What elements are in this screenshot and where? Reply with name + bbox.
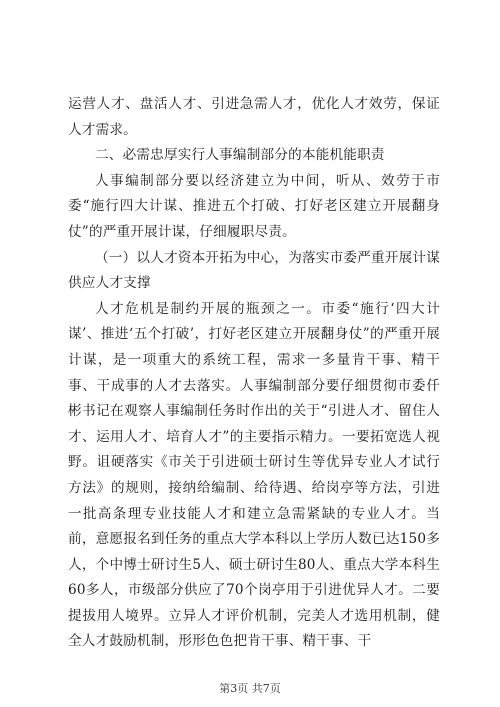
paragraph: 人才危机是制约开展的瓶颈之一。市委“施行‘四大计谋’、推进‘五个打破’，打好老区建立开展翻身仗”的严重开展计谋，是一项重大的系统工程，需求一多量肯干事、精干事、干成事的人才去落实。人事编制部分要仔细贯彻市委仟彬书记在观察人事编制任务时作出的关于“引进人才、留住人才、运用人才、培育人才”的主要指示精力。一要拓宽选人视野。诅硬落实《市关于引进硕士研讨生等优异专业人才试行方法》的规则，接纳给编制、给待遇、给岗亭等方法，引进一批高条理专业技能人才和建立急需紧缺的专业人才。当前，意愿报名到任务的重点大学本科以上学历人数已达150多人，个中博士研讨生5人、硕士研讨生80人、重点大学本科生60多人，市级部分供应了70个岗亭用于引进优异人才。二要提拔用人境界。立异人才评价机制，完美人才选用机制，健全人才鼓励机制，形形色色把肯干事、精干事、干 xyxy=(68,300,440,650)
body-text xyxy=(68,92,440,655)
page-number-footer: 第3页 共7页 xyxy=(219,682,281,695)
section-heading: 二、必需忠厚实行人事编制部分的本能机能职责 xyxy=(95,147,385,164)
paragraph: 人事编制部分要以经济建立为中间，听从、效劳于市委“施行四大计谋、推进五个打破、打好老区建立开展翻身仗”的严重开展计谋，仔细履职尽责。 xyxy=(68,172,440,240)
paragraph-continuation: 运营人才、盘活人才、引进急需人才，优化人才效劳，保证人才需求。 xyxy=(68,96,440,138)
subsection-heading: （一）以人才资本开拓为中心，为落实市委严重开展计谋供应人才支撑 xyxy=(68,249,440,292)
